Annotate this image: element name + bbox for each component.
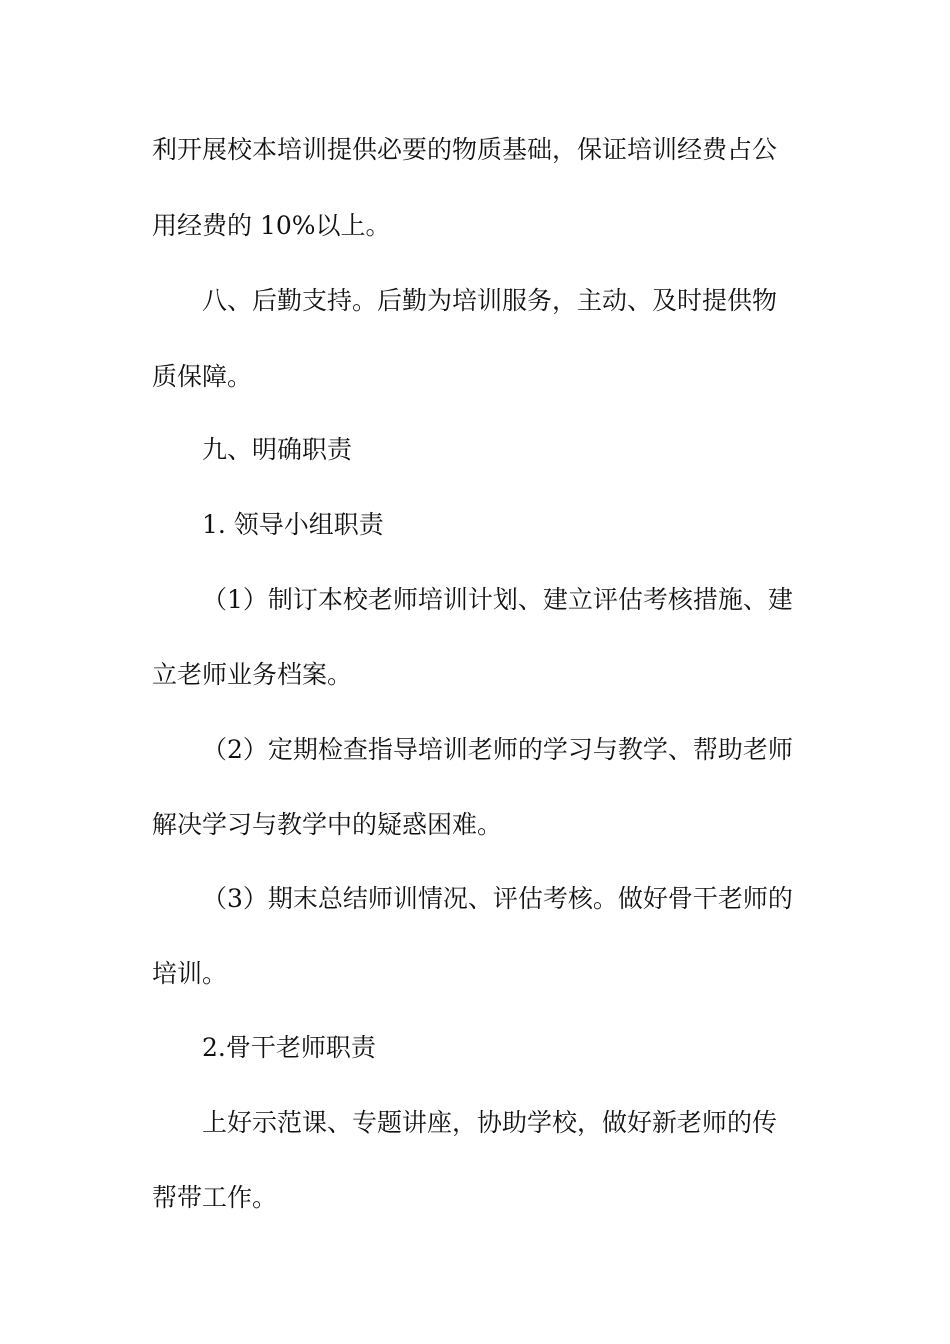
list-item-line: （2）定期检查指导培训老师的学习与教学、帮助老师 — [202, 735, 793, 764]
list-item-line: （1）制订本校老师培训计划、建立评估考核措施、建 — [202, 585, 793, 614]
paragraph-line: 上好示范课、专题讲座，协助学校，做好新老师的传 — [202, 1108, 778, 1137]
paragraph-line: 利开展校本培训提供必要的物质基础，保证培训经费占公 — [152, 135, 778, 164]
subsection-heading: 1. 领导小组职责 — [202, 510, 384, 539]
list-item-line: （3）期末总结师训情况、评估考核。做好骨干老师的 — [202, 884, 793, 913]
paragraph-line: 用经费的 10%以上。 — [152, 211, 391, 240]
section-heading: 九、明确职责 — [202, 435, 353, 464]
paragraph-line: 帮带工作。 — [152, 1183, 278, 1212]
list-item-line: 立老师业务档案。 — [152, 660, 353, 689]
paragraph-line: 质保障。 — [152, 362, 253, 391]
list-item-line: 培训。 — [152, 959, 228, 988]
paragraph-line: 八、后勤支持。后勤为培训服务，主动、及时提供物 — [202, 286, 778, 315]
list-item-line: 解决学习与教学中的疑惑困难。 — [152, 810, 503, 839]
subsection-heading: 2.骨干老师职责 — [202, 1033, 376, 1062]
